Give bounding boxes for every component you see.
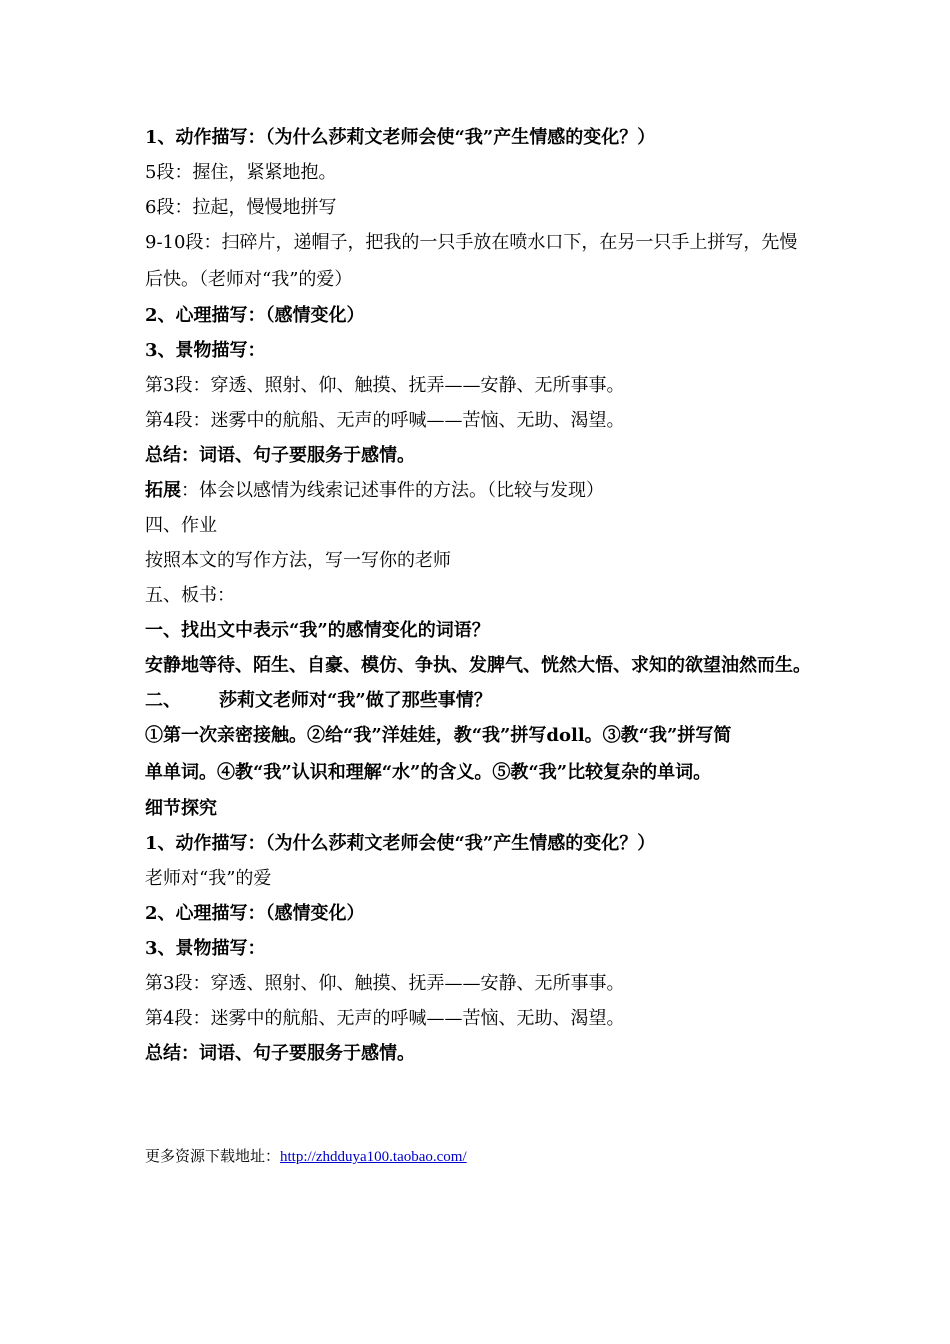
section-heading-action: 1、动作描写：（为什么莎莉文老师会使“我”产生情感的变化？） bbox=[145, 127, 656, 148]
footer-link[interactable]: http://zhdduya100.taobao.com/ bbox=[280, 1149, 467, 1165]
section-heading-psychology: 2、心理描写：（感情变化） bbox=[145, 305, 365, 326]
extension-line bbox=[145, 473, 815, 508]
text-line: 单单词。④教“我”认识和理解“水”的含义。⑤教“我”比较复杂的单词。 bbox=[145, 761, 712, 783]
extension-text: ：体会以感情为线索记述事件的方法。（比较与发现） bbox=[181, 480, 604, 501]
footer-label: 更多资源下载地址： bbox=[145, 1147, 281, 1165]
summary-line: 总结：词语、句子要服务于感情。 bbox=[145, 445, 415, 466]
section-heading-detail: 细节探究 bbox=[145, 798, 217, 819]
text-line: 老师对“我”的爱 bbox=[145, 868, 272, 889]
summary-line: 总结：词语、句子要服务于感情。 bbox=[145, 1043, 415, 1064]
document-body bbox=[145, 120, 815, 1071]
text-line: 按照本文的写作方法，写一写你的老师 bbox=[145, 550, 451, 571]
section-heading-action: 1、动作描写：（为什么莎莉文老师会使“我”产生情感的变化？） bbox=[145, 833, 656, 854]
section-heading-board: 五、板书： bbox=[145, 585, 235, 606]
text-line: 第3段：穿透、照射、仰、触摸、抚弄——安静、无所事事。 bbox=[145, 375, 625, 396]
board-heading-1: 一、找出文中表示“我”的感情变化的词语？ bbox=[145, 620, 490, 641]
text-line: 6段：拉起，慢慢地拼写 bbox=[145, 197, 337, 218]
text-line: 后快。（老师对“我”的爱） bbox=[145, 268, 353, 290]
text-line: 9-10段：扫碎片，递帽子，把我的一只手放在喷水口下，在另一只手上拼写，先慢 bbox=[145, 232, 798, 253]
text-line: 第3段：穿透、照射、仰、触摸、抚弄——安静、无所事事。 bbox=[145, 973, 625, 994]
extension-label: 拓展 bbox=[145, 480, 181, 501]
text-line: 第4段：迷雾中的航船、无声的呼喊——苦恼、无助、渴望。 bbox=[145, 410, 625, 431]
text-line: ①第一次亲密接触。②给“我”洋娃娃，教“我”拼写doll。③教“我”拼写简 bbox=[145, 725, 732, 746]
section-heading-homework: 四、作业 bbox=[145, 515, 217, 536]
board-heading-2 bbox=[145, 683, 815, 718]
text-line: 第4段：迷雾中的航船、无声的呼喊——苦恼、无助、渴望。 bbox=[145, 1008, 625, 1029]
section-heading-scenery: 3、景物描写： bbox=[145, 938, 266, 959]
text-line: 5段：握住，紧紧地抱。 bbox=[145, 162, 337, 183]
footer bbox=[145, 1144, 467, 1169]
board-heading-2-text: 莎莉文老师对“我”做了那些事情？ bbox=[219, 690, 492, 711]
section-heading-psychology: 2、心理描写：（感情变化） bbox=[145, 903, 365, 924]
section-heading-scenery: 3、景物描写： bbox=[145, 340, 266, 361]
text-line: 安静地等待、陌生、自豪、模仿、争执、发脾气、恍然大悟、求知的欲望油然而生。 bbox=[145, 655, 811, 676]
board-heading-2-number: 二、 bbox=[145, 690, 181, 711]
